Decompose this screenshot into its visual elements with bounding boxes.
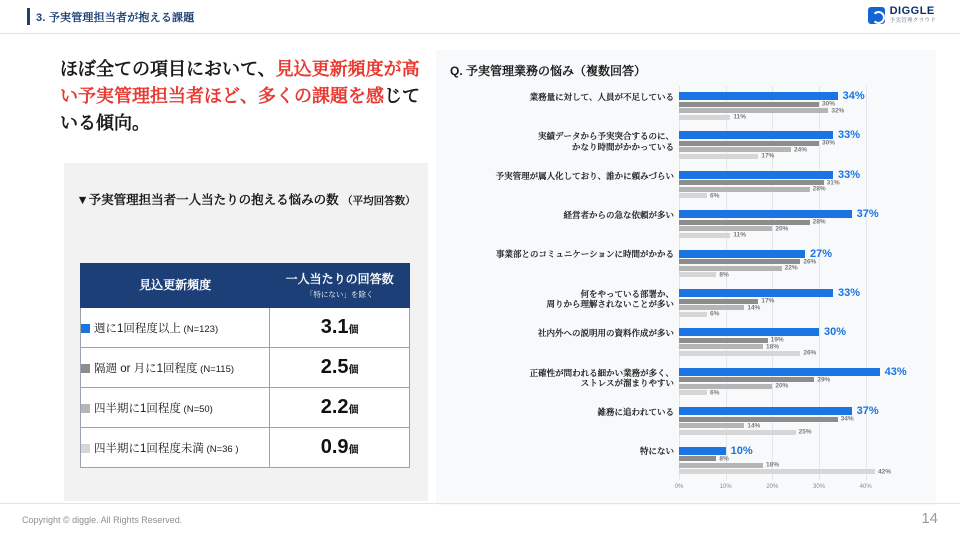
- row-sample-size: (N=123): [180, 323, 219, 335]
- series-swatch-icon: [81, 324, 90, 333]
- chart-bar: [679, 129, 861, 142]
- row-average-number: 0.9: [320, 436, 349, 459]
- chart-category-label-line: 予実管理が属人化しており、誰かに頼みづらい: [495, 170, 674, 181]
- chart-x-axis: [674, 484, 889, 496]
- chart-bar-value-label: 33%: [838, 287, 861, 299]
- row-label-text: 隔週 or 月に1回程度: [94, 362, 198, 375]
- page-number: 14: [921, 510, 938, 527]
- chart-bar-value-label: 29%: [817, 376, 831, 384]
- chart-bar-value-label: 26%: [803, 349, 817, 357]
- series-swatch-icon: [81, 364, 90, 373]
- chart-bar: [679, 258, 817, 266]
- chart-bar: [679, 365, 907, 378]
- chart-bar-value-label: 20%: [775, 382, 789, 390]
- chart-bar-group: [679, 407, 889, 436]
- chart-bar-value-label: 28%: [812, 185, 826, 193]
- table-header-row: [81, 264, 410, 308]
- logo-mark-icon: [868, 7, 885, 24]
- row-label-text: 四半期に1回程度未満: [94, 442, 204, 455]
- chart-bar-value-label: 30%: [822, 100, 836, 108]
- chart-category-label-line: 周りから理解されないことが多い: [546, 299, 674, 310]
- table-caption-main: ▼予実管理担当者一人当たりの抱える悩みの数: [76, 193, 339, 207]
- row-average-unit: 個: [348, 365, 359, 377]
- chart-category-label-line: かなり時間がかかっている: [571, 141, 674, 152]
- chart-axis-tick: 30%: [812, 484, 826, 490]
- chart-category-label: [444, 368, 674, 389]
- chart-axis-tick: 20%: [766, 484, 779, 490]
- chart-plot-area: [436, 86, 936, 498]
- chart-bar: [679, 444, 753, 457]
- chart-category-label-line: 経営者からの急な依頼が多い: [563, 209, 674, 220]
- table-row: [81, 348, 410, 388]
- chart-bar: [679, 304, 761, 311]
- lead-highlight: 見込更新頻度が高い予実管理担当者ほど、多くの課題を感: [60, 59, 420, 106]
- row-average-number: 2.5: [320, 356, 349, 379]
- chart-category-label: [444, 407, 674, 418]
- chart-bar: [679, 389, 720, 397]
- series-swatch-icon: [81, 444, 90, 453]
- chart-category-label-line: 正確性が問われる細かい業務が多く、: [529, 367, 674, 378]
- chart-bar-value-label: 11%: [733, 113, 746, 121]
- copyright-text: Copyright © diggle. All Rights Reserved.: [22, 515, 183, 525]
- chart-bar-value-label: 18%: [766, 461, 780, 469]
- chart-bar-value-label: 28%: [812, 218, 826, 226]
- row-average-value: [270, 308, 410, 348]
- chart-bar: [679, 376, 831, 384]
- chart-bar: [679, 428, 812, 436]
- lead-statement: [60, 56, 430, 137]
- chart-category-label-line: 雑務に追われている: [597, 406, 674, 417]
- chart-bar-value-label: 17%: [761, 297, 775, 305]
- chart-category-label-line: 実績データから予実突合するのに、: [537, 131, 674, 142]
- slide-header: [0, 0, 960, 34]
- chart-bar-value-label: 6%: [710, 389, 720, 397]
- row-sample-size: (N=115): [197, 363, 235, 375]
- chart-bar-group: [679, 328, 889, 357]
- chart-bar: [679, 310, 720, 318]
- chart-bar: [679, 152, 775, 160]
- chart-bar-value-label: 42%: [878, 468, 892, 476]
- chart-bar-value-label: 30%: [824, 326, 847, 339]
- chart-bar-group: [679, 247, 889, 279]
- frequency-table: [80, 263, 410, 468]
- logo-tagline: 予実管理クラウド: [889, 18, 936, 24]
- table-row: [81, 308, 410, 348]
- chart-bar: [679, 326, 847, 339]
- chart-bar-value-label: 17%: [761, 152, 775, 160]
- chart-category-label-line: 特にない: [639, 446, 674, 457]
- chart-category-label: [444, 446, 674, 457]
- table-caption-sub: （平均回答数）: [342, 195, 416, 207]
- chart-bar: [679, 382, 789, 390]
- row-average-value: [270, 388, 410, 428]
- chart-bar: [679, 422, 761, 430]
- chart-bar: [679, 247, 833, 260]
- chart-bar: [679, 415, 854, 423]
- chart-bar: [679, 192, 720, 200]
- chart-category-label-line: 業務量に対して、人員が不足している: [529, 91, 674, 102]
- column-header-average: [270, 264, 410, 308]
- chart-bar-group: [679, 444, 892, 476]
- chart-bar: [679, 271, 729, 279]
- lead-part-1: ほぼ全ての項目において、: [60, 59, 276, 79]
- chart-bar-value-label: 34%: [840, 415, 854, 423]
- chart-bar: [679, 146, 808, 154]
- chart-bar: [679, 468, 892, 476]
- table-row: [81, 388, 410, 428]
- chart-category-label: [444, 249, 674, 260]
- chart-bar: [679, 264, 798, 272]
- row-average-unit: 個: [348, 445, 359, 457]
- chart-bar-group: [679, 289, 889, 318]
- page-title: 3. 予実管理担当者が抱える課題: [36, 12, 195, 24]
- header-accent-bar: [27, 8, 30, 25]
- series-swatch-icon: [81, 404, 90, 413]
- survey-chart-panel: [436, 50, 936, 505]
- chart-bar: [679, 455, 729, 463]
- chart-bar-value-label: 33%: [838, 168, 861, 181]
- table-row: [81, 428, 410, 468]
- chart-bar-value-label: 6%: [710, 310, 720, 318]
- chart-category-label: [444, 210, 674, 221]
- chart-bar-value-label: 18%: [766, 343, 780, 351]
- chart-category-label: [444, 328, 674, 339]
- chart-bar-value-label: 37%: [856, 208, 879, 221]
- chart-bar: [679, 208, 879, 221]
- chart-category-label-line: 何をやっている部署か、: [580, 288, 674, 299]
- chart-category-label: [444, 131, 674, 152]
- slide-footer: [0, 503, 960, 540]
- chart-bar-value-label: 20%: [775, 225, 789, 233]
- row-average-number: 3.1: [320, 316, 349, 339]
- row-sample-size: (N=36 ): [203, 443, 239, 455]
- chart-bar-value-label: 37%: [856, 405, 879, 418]
- chart-bar-group: [679, 92, 889, 121]
- chart-bar: [679, 113, 746, 121]
- chart-category-label: [444, 171, 674, 182]
- chart-bar-group: [679, 168, 889, 200]
- chart-category-label: [444, 92, 674, 103]
- chart-bar-group: [679, 365, 907, 397]
- chart-category-label-line: 社内外への説明用の資料作成が多い: [537, 328, 674, 339]
- column-header-frequency: 見込更新頻度: [81, 264, 270, 308]
- chart-bar: [679, 461, 780, 469]
- row-average-unit: 個: [348, 405, 359, 417]
- row-average-value: [270, 348, 410, 388]
- chart-bar: [679, 343, 780, 351]
- chart-bar-value-label: 25%: [798, 428, 812, 436]
- chart-bar-value-label: 22%: [784, 264, 798, 272]
- chart-title: Q. 予実管理業務の悩み（複数回答）: [450, 64, 647, 78]
- chart-bar: [679, 185, 826, 193]
- chart-category-label: [444, 289, 674, 310]
- chart-bar-value-label: 27%: [810, 247, 833, 260]
- chart-bar: [679, 231, 746, 239]
- chart-bar-value-label: 8%: [719, 271, 729, 279]
- row-frequency-label: [81, 308, 270, 348]
- chart-bar: [679, 336, 784, 344]
- chart-bar-value-label: 26%: [803, 258, 817, 266]
- chart-bar: [679, 225, 789, 233]
- chart-bar-value-label: 30%: [822, 139, 836, 147]
- row-frequency-label: [81, 348, 270, 388]
- row-label-text: 週に1回程度以上: [94, 322, 181, 335]
- chart-bar-value-label: 14%: [747, 304, 761, 311]
- diggle-logo: [868, 6, 936, 25]
- chart-bar: [679, 179, 840, 187]
- chart-bar-group: [679, 131, 889, 160]
- chart-bar: [679, 405, 879, 418]
- chart-bar-value-label: 19%: [770, 336, 784, 344]
- chart-axis-tick: 10%: [719, 484, 732, 490]
- column-header-average-note: 「特にない」を除く: [305, 289, 374, 299]
- chart-bar: [679, 168, 861, 181]
- row-frequency-label: [81, 428, 270, 468]
- chart-category-label-line: ストレスが溜まりやすい: [580, 378, 674, 389]
- chart-bar: [679, 297, 775, 305]
- chart-bar-value-label: 8%: [719, 455, 729, 463]
- chart-bar: [679, 287, 861, 299]
- chart-bar-value-label: 10%: [730, 444, 753, 457]
- chart-bar: [679, 100, 836, 108]
- logo-name: DIGGLE: [889, 5, 935, 17]
- row-average-unit: 個: [348, 325, 359, 337]
- chart-bar: [679, 218, 826, 226]
- chart-axis-tick: 0%: [674, 484, 684, 490]
- column-header-average-label: 一人当たりの回答数: [285, 272, 394, 286]
- row-label-text: 四半期に1回程度: [94, 402, 181, 415]
- chart-bar: [679, 90, 865, 102]
- chart-bar-value-label: 33%: [838, 129, 861, 142]
- row-average-number: 2.2: [320, 396, 349, 419]
- chart-bar-value-label: 31%: [826, 179, 840, 187]
- chart-axis-tick: 40%: [859, 484, 872, 490]
- chart-bar-value-label: 43%: [884, 365, 907, 378]
- lead-part-2: じている傾向。: [60, 86, 420, 133]
- chart-bar-group: [679, 210, 889, 239]
- chart-bar-value-label: 6%: [710, 192, 720, 200]
- chart-bar-value-label: 24%: [794, 146, 808, 154]
- chart-bar: [679, 349, 817, 357]
- row-sample-size: (N=50): [180, 403, 213, 415]
- average-answers-panel: [64, 163, 428, 501]
- chart-bar: [679, 139, 836, 147]
- chart-bar-value-label: 32%: [831, 107, 845, 114]
- row-frequency-label: [81, 388, 270, 428]
- chart-bar-value-label: 11%: [733, 231, 746, 239]
- chart-bar-value-label: 34%: [842, 90, 865, 102]
- row-average-value: [270, 428, 410, 468]
- chart-bar: [679, 107, 845, 114]
- table-caption: [64, 191, 428, 210]
- chart-category-label-line: 事業部とのコミュニケーションに時間がかかる: [496, 249, 674, 260]
- chart-bar-value-label: 14%: [747, 422, 761, 430]
